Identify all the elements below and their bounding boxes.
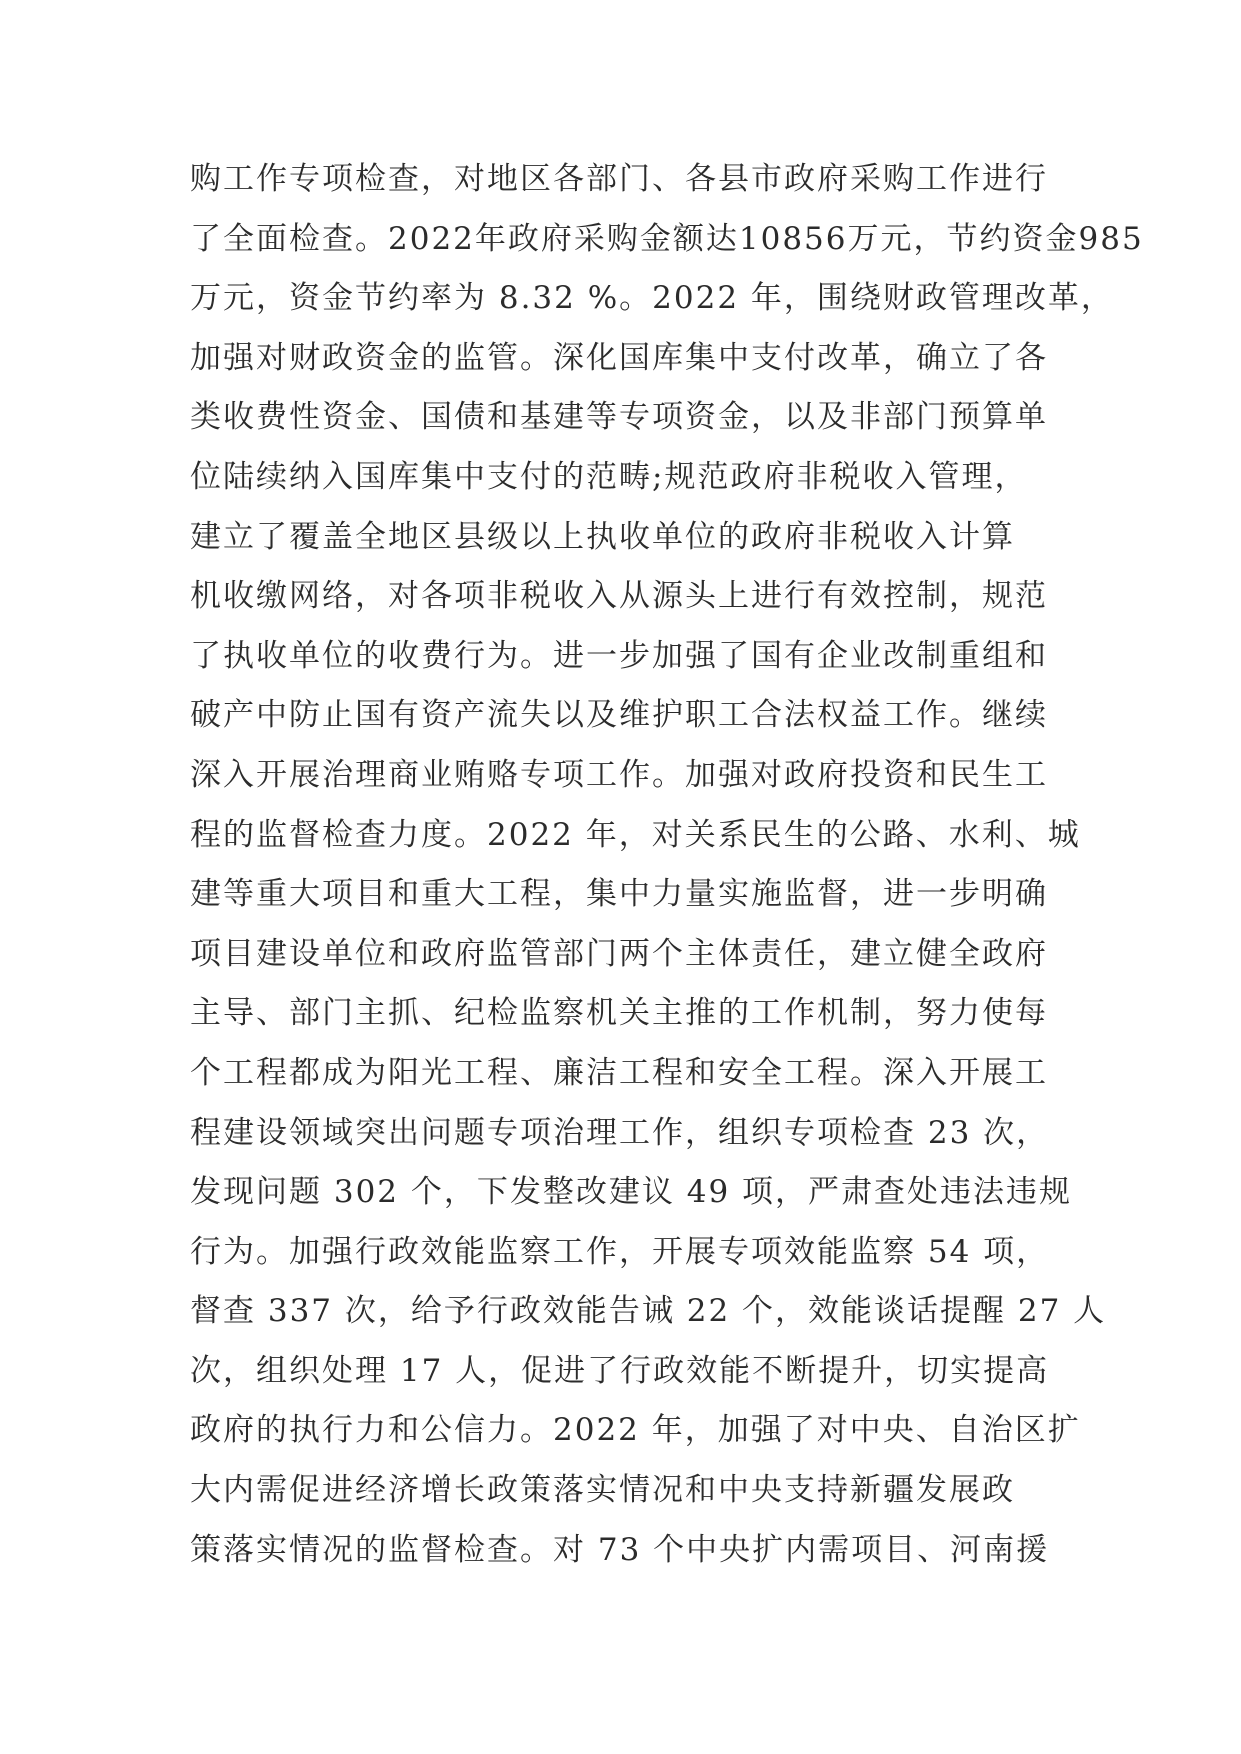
text-line: 位陆续纳入国库集中支付的范畴;规范政府非税收入管理，	[190, 458, 1028, 495]
text-line: 深入开展治理商业贿赂专项工作。加强对政府投资和民生工	[190, 756, 1048, 793]
text-line: 了全面检查。2022年政府采购金额达10856万元，节约资金985	[190, 220, 1144, 257]
text-line: 督查 337 次，给予行政效能告诫 22 个，效能谈话提醒 27 人	[190, 1293, 1107, 1330]
text-line: 破产中防止国有资产流失以及维护职工合法权益工作。继续	[190, 697, 1048, 734]
text-line: 政府的执行力和公信力。2022 年，加强了对中央、自治区扩	[190, 1412, 1081, 1449]
text-line: 个工程都成为阳光工程、廉洁工程和安全工程。深入开展工	[190, 1054, 1048, 1091]
text-line: 加强对财政资金的监管。深化国库集中支付改革，确立了各	[190, 339, 1048, 376]
text-line: 类收费性资金、国债和基建等专项资金，以及非部门预算单	[190, 399, 1048, 436]
text-line: 项目建设单位和政府监管部门两个主体责任，建立健全政府	[190, 935, 1048, 972]
text-line: 购工作专项检查，对地区各部门、各县市政府采购工作进行	[190, 161, 1048, 197]
text-line: 建等重大项目和重大工程，集中力量实施监督，进一步明确	[190, 876, 1048, 913]
text-line: 建立了覆盖全地区县级以上执收单位的政府非税收入计算	[190, 518, 1015, 555]
text-line: 行为。加强行政效能监察工作，开展专项效能监察 54 项，	[190, 1233, 1050, 1270]
text-line: 发现问题 302 个，下发整改建议 49 项，严肃查处违法违规	[190, 1174, 1073, 1211]
body-text	[190, 150, 1144, 1580]
text-line: 程的监督检查力度。2022 年，对关系民生的公路、水利、城	[190, 816, 1081, 853]
text-line: 次，组织处理 17 人，促进了行政效能不断提升，切实提高	[190, 1352, 1050, 1389]
text-line: 了执收单位的收费行为。进一步加强了国有企业改制重组和	[190, 637, 1048, 674]
text-line: 主导、部门主抓、纪检监察机关主推的工作机制，努力使每	[190, 995, 1048, 1032]
text-line: 万元，资金节约率为 8.32 %。2022 年，围绕财政管理改革，	[190, 280, 1114, 317]
text-line: 大内需促进经济增长政策落实情况和中央支持新疆发展政	[190, 1472, 1015, 1509]
text-line: 程建设领域突出问题专项治理工作，组织专项检查 23 次，	[190, 1114, 1050, 1151]
text-line: 机收缴网络，对各项非税收入从源头上进行有效控制，规范	[190, 578, 1048, 615]
text-line: 策落实情况的监督检查。对 73 个中央扩内需项目、河南援	[190, 1531, 1050, 1568]
